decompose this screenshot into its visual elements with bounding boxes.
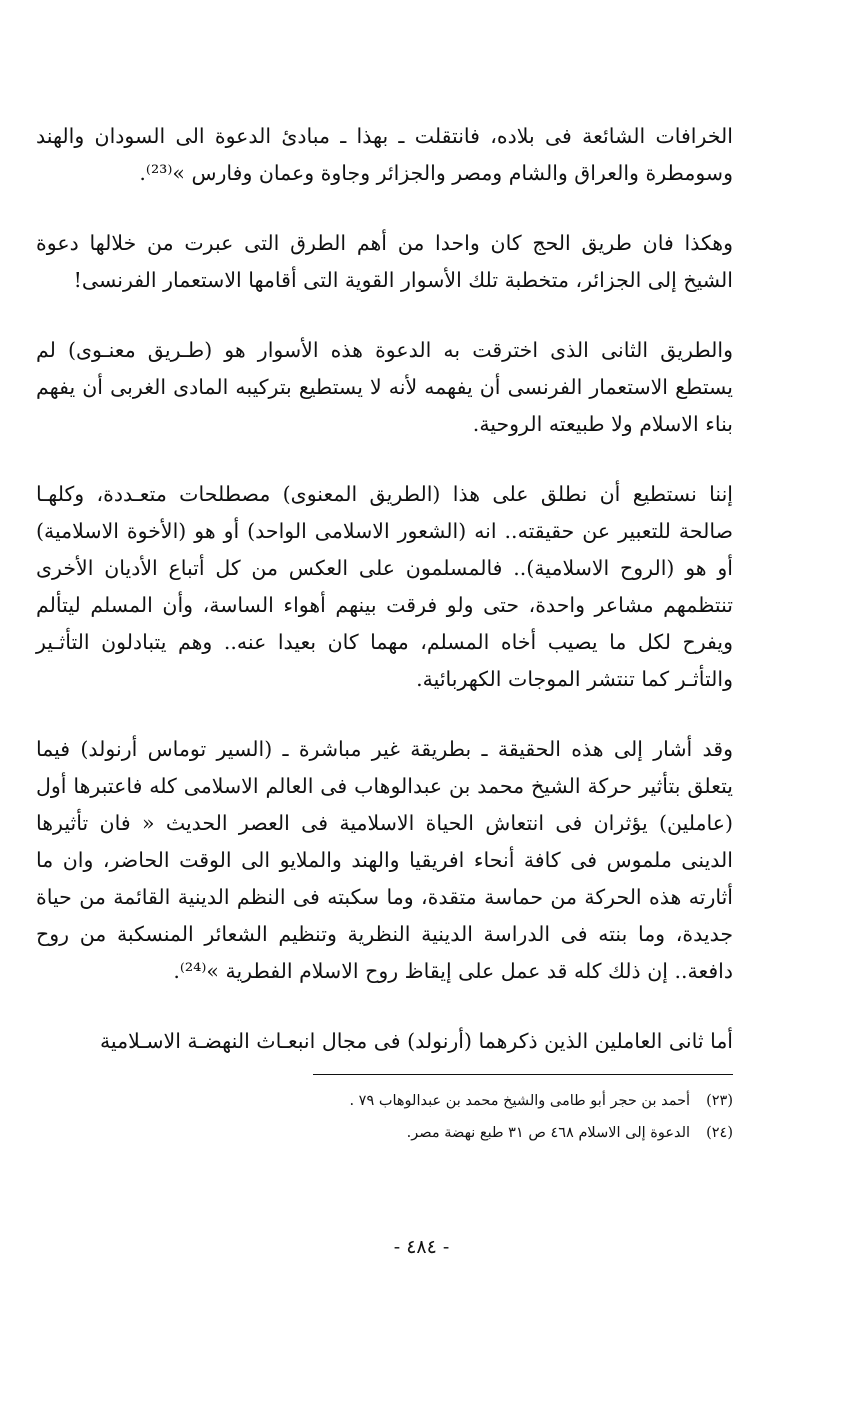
paragraph-4: إننا نستطيع أن نطلق على هذا (الطريق المعنوى) مصطلحات متعـددة، وكلهـا صالحة للتعبير عن حقيقته.. انه (الشعور الاسلامى الواحد) أو هو (الأخوة الاسلامية) أو هو (الروح الاسلامية).. فالمسلمون على العكس من كل أتباع الأديان الأخرى تنتظمهم مشاعر واحدة، حتى ولو فرقت بينهم أهواء الساسة، وأن المسلم ليتألم ويفرح لكل ما يصيب أخاه المسلم، مهما كان بعيدا عنه.. وهم يتبادلون التأثـير والتأثـر كما تنتشر الموجات الكهربائية.: [36, 482, 733, 691]
paragraph-6: أما ثانى العاملين الذين ذكرهما (أرنولد) فى مجال انبعـاث النهضـة الاسـلامية: [99, 1029, 733, 1053]
footnote-divider: [313, 1074, 733, 1075]
paragraph-2: وهكذا فان طريق الحج كان واحدا من أهم الطرق التى عبرت من خلالها دعوة الشيخ إلى الجزائر، متخطبة تلك الأسوار القوية التى أقامها الاستعمار الفرنسى!: [36, 231, 733, 292]
footnote-number: (٢٣): [706, 1093, 733, 1109]
footnote-23: [36, 1085, 733, 1117]
footnote-text: الدعوة إلى الاسلام ٤٦٨ ص ٣١ طبع نهضة مصر.: [406, 1125, 691, 1141]
page-number: - ٤٨٤ -: [393, 1236, 450, 1258]
footnote-24: [36, 1117, 733, 1149]
paragraph-1: الخرافات الشائعة فى بلاده، فانتقلت ـ بهذا ـ مبادئ الدعوة الى السودان والهند وسومطرة والعراق والشام ومصر والجزائر وجاوة وعمان وفارس »⁽²³⁾.: [36, 124, 733, 185]
footnote-text: أحمد بن حجر أبو طامى والشيخ محمد بن عبدالوهاب ٧٩ .: [349, 1093, 691, 1109]
paragraph-5: وقد أشار إلى هذه الحقيقة ـ بطريقة غير مباشرة ـ (السير توماس أرنولد) فيما يتعلق بتأثير حركة الشيخ محمد بن عبدالوهاب فى العالم الاسلامى كله فاعتبرها أول (عاملين) يؤثران فى انتعاش الحياة الاسلامية فى العصر الحديث « فان تأثيرها الدينى ملموس فى كافة أنحاء افريقيا والهند والملايو الى الوقت الحاضر، وان ما أثارته هذه الحركة من حماسة متقدة، وما سكبته فى النظم الدينية القائمة من حياة جديدة، وما بنته فى الدراسة الدينية النظرية وتنظيم الشعائر المنسكبة من روح دافعة.. إن ذلك كله قد عمل على إيقاظ روح الاسلام الفطرية »⁽²⁴⁾.: [36, 737, 733, 983]
page-body: [36, 118, 733, 1149]
footnote-number: (٢٤): [706, 1125, 733, 1141]
paragraph-3: والطريق الثانى الذى اخترقت به الدعوة هذه الأسوار هو (طـريق معنـوى) لم يستطع الاستعمار الفرنسى أن يفهمه لأنه لا يستطيع بتركيبه المادى الغربى أن يفهم بناء الاسلام ولا طبيعته الروحية.: [36, 338, 733, 436]
